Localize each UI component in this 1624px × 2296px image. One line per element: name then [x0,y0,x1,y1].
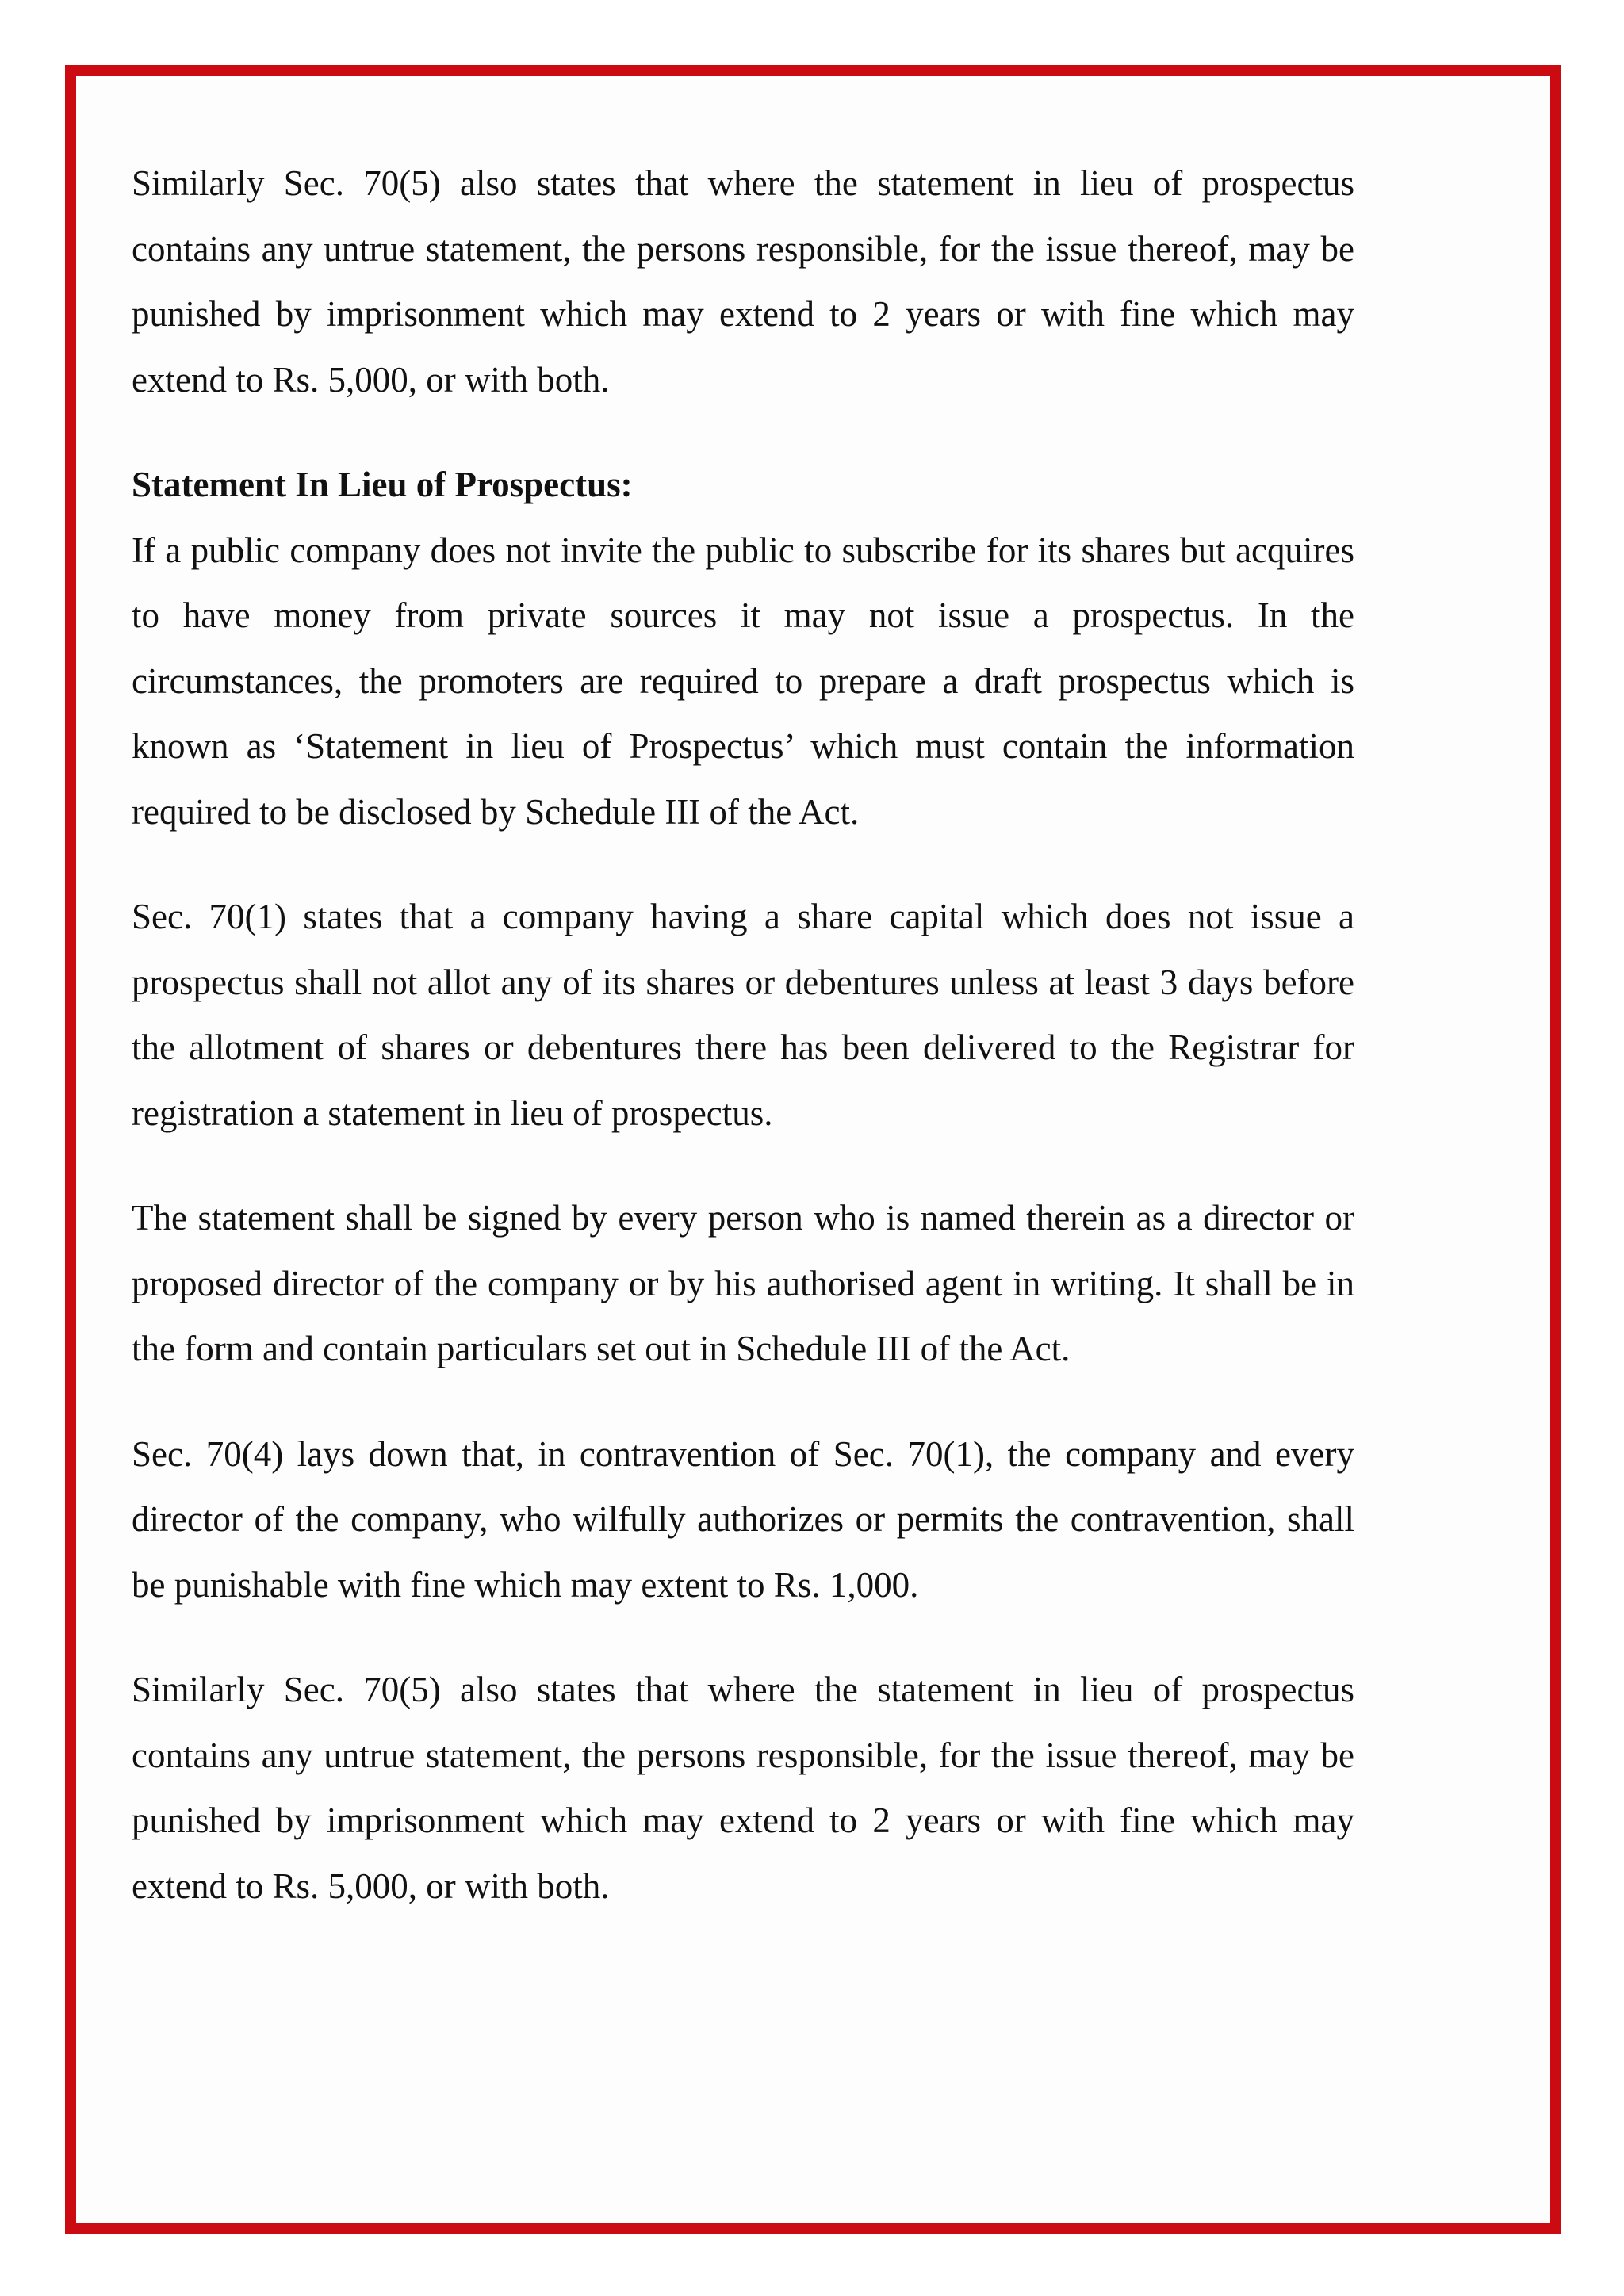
document-body [132,151,1354,1958]
section-heading: Statement In Lieu of Prospectus: [132,465,633,504]
paragraph-signing-requirement: The statement shall be signed by every person who is named therein as a director or proposed director of the company or by his authorised agent in writing. It shall be in the form and contain particulars set out in Schedule III of the Act. [132,1198,1354,1368]
paragraph-sec-70-4: Sec. 70(4) lays down that, in contravention of Sec. 70(1), the company and every director of the company, who wilfully authorizes or permits the contravention, shall be punishable with fine which may extent to Rs. 1,000. [132,1433,1354,1605]
paragraph-sec-70-1: Sec. 70(1) states that a company having a share capital which does not issue a prospectus shall not allot any of its shares or debentures unless at least 3 days before the allotment of shares or debentures there has been delivered to the Registrar for registration a statement in lieu of prospectus. [132,897,1354,1133]
paragraph-sec-70-5: Similarly Sec. 70(5) also states that where the statement in lieu of prospectus contains any untrue statement, the persons responsible, for the issue thereof, may be punished by imprisonment which may extend to 2 years or with fine which may extend to Rs. 5,000, or with both. [132,1670,1354,1906]
paragraph-statement-definition: If a public company does not invite the public to subscribe for its shares but acquires to have money from private sources it may not issue a prospectus. In the circumstances, the promoters are required to prepare a draft prospectus which is known as ‘Statement in lieu of Prospectus’ which must contain the information required to be disclosed by Schedule III of the Act. [132,530,1354,832]
paragraph-sec-70-5-intro: Similarly Sec. 70(5) also states that where the statement in lieu of prospectus contains any untrue statement, the persons responsible, for the issue thereof, may be punished by imprisonment which may extend to 2 years or with fine which may extend to Rs. 5,000, or with both. [132,163,1354,400]
